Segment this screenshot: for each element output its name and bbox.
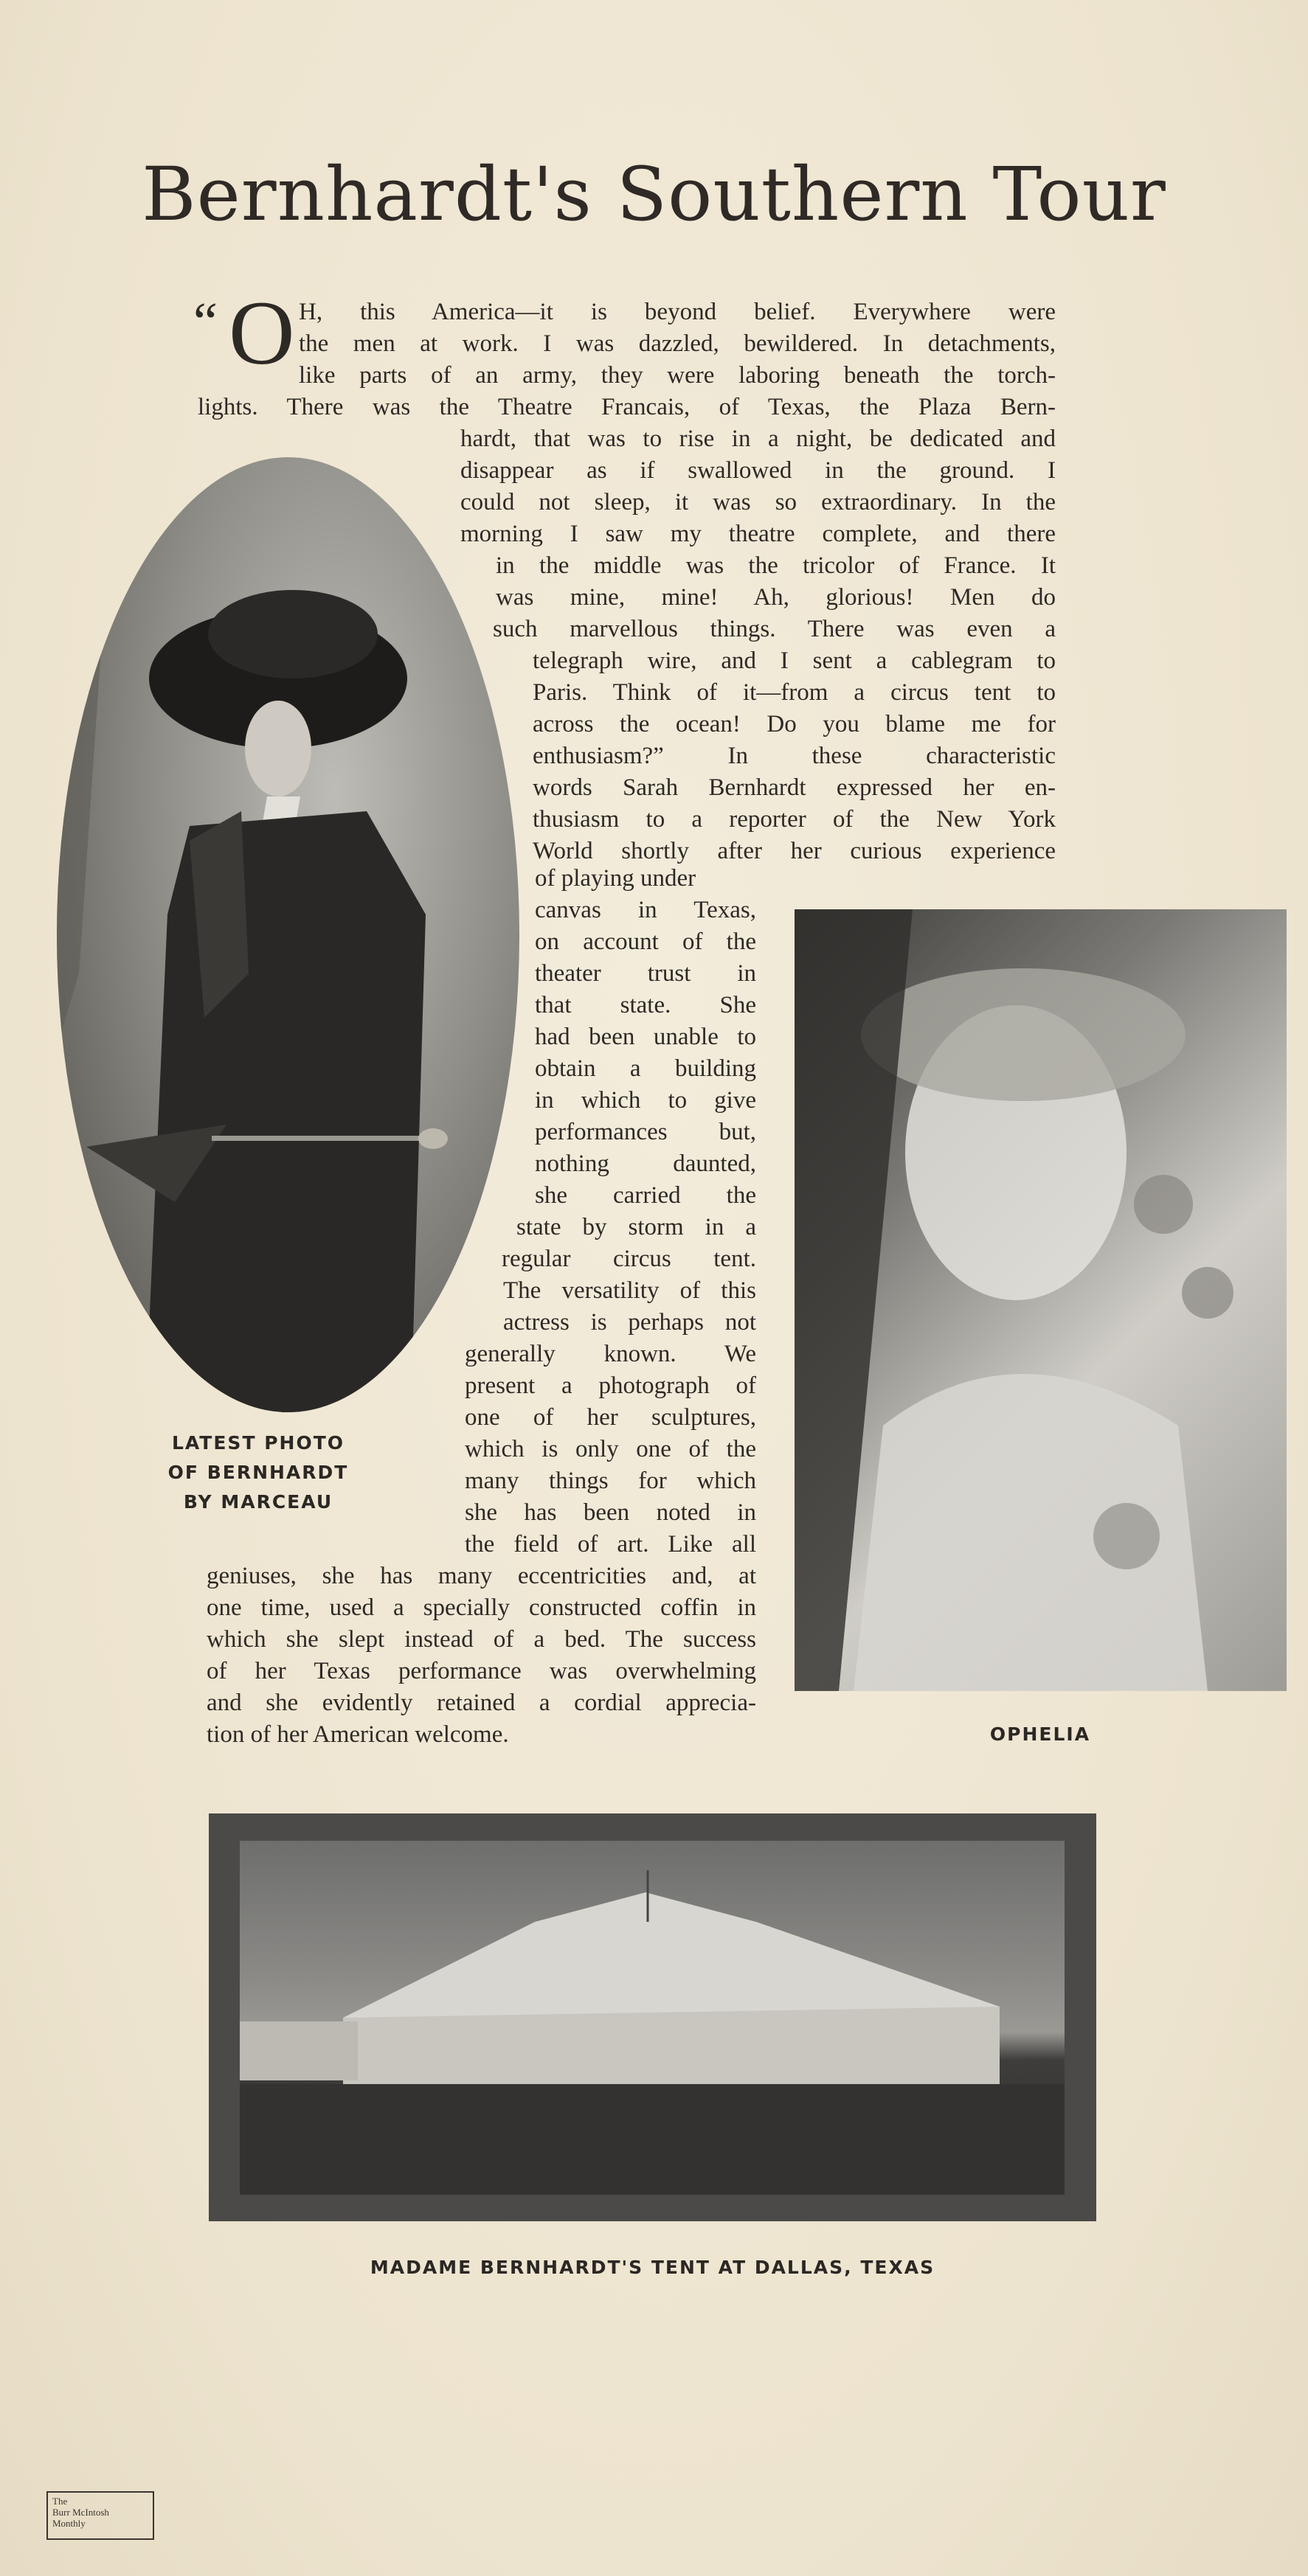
article-line: which is only one of the [465, 1436, 756, 1462]
portrait-caption-line: LATEST PHOTO [171, 1432, 345, 1454]
article-line: hardt, that was to rise in a night, be dedicated and [460, 426, 1056, 452]
portrait-figure-illustration [57, 457, 519, 1412]
article-line: state by storm in a [516, 1214, 756, 1240]
stamp-line: Monthly [52, 2518, 86, 2529]
article-line: one of her sculptures, [465, 1404, 756, 1431]
drop-cap: O [229, 282, 295, 383]
article-line: lights. There was the Theatre Francais, of Texas, the Plaza Bern- [198, 394, 1056, 420]
article-line: of playing under [535, 865, 696, 892]
article-line: regular circus tent. [502, 1246, 756, 1272]
article-line: she carried the [535, 1182, 756, 1209]
article-line: the field of art. Like all [465, 1531, 756, 1558]
stamp-line: The [52, 2496, 68, 2507]
ophelia-sculpture-photo [795, 909, 1287, 1691]
article-line: one time, used a specially constructed coffin in [207, 1594, 756, 1621]
article-line: thusiasm to a reporter of the New York [533, 806, 1056, 833]
article-line: in the middle was the tricolor of France. It [496, 552, 1056, 579]
article-line: words Sarah Bernhardt expressed her en- [533, 774, 1056, 801]
article-line: performances but, [535, 1119, 756, 1145]
sculpture-caption: OPHELIA [989, 1723, 1091, 1745]
article-line: Paris. Think of it—from a circus tent to [533, 679, 1056, 706]
article-line: present a photograph of [465, 1372, 756, 1399]
tent-caption: MADAME BERNHARDT'S TENT AT DALLAS, TEXAS [370, 2257, 935, 2278]
opening-quote-mark: “ [193, 292, 218, 353]
article-line: that state. She [535, 992, 756, 1018]
article-line: World shortly after her curious experience [533, 838, 1056, 864]
article-title: Bernhardt's Southern Tour [142, 151, 1166, 237]
portrait-caption-line: OF BERNHARDT [167, 1462, 349, 1483]
article-line: theater trust in [535, 960, 756, 987]
tent-photo-frame [209, 1813, 1096, 2221]
portrait-caption-line: BY MARCEAU [183, 1491, 333, 1513]
tent-photo [240, 1841, 1065, 2195]
article-line: had been unable to [535, 1024, 756, 1050]
article-line: canvas in Texas, [535, 897, 756, 923]
article-line: H, this America—it is beyond belief. Everywhere were [299, 299, 1056, 325]
article-line: obtain a building [535, 1055, 756, 1082]
article-line: geniuses, she has many eccentricities and, at [207, 1563, 756, 1589]
article-line: many things for which [465, 1468, 756, 1494]
article-line: of her Texas performance was overwhelming [207, 1658, 756, 1684]
article-line: actress is perhaps not [503, 1309, 756, 1336]
portrait-photo-bernhardt [57, 457, 519, 1412]
portrait-caption [148, 1428, 369, 1517]
article-line: enthusiasm?” In these characteristic [533, 743, 1056, 769]
article-line: generally known. We [465, 1341, 756, 1367]
article-line: and she evidently retained a cordial apprecia- [207, 1690, 756, 1716]
article-line: tion of her American welcome. [207, 1721, 509, 1748]
article-line: nothing daunted, [535, 1150, 756, 1177]
article-line: disappear as if swallowed in the ground. I [460, 457, 1056, 484]
article-line: like parts of an army, they were laboring beneath the torch- [299, 362, 1056, 389]
article-line: morning I saw my theatre complete, and there [460, 521, 1056, 547]
article-line: in which to give [535, 1087, 756, 1114]
stamp-line: Burr McIntosh [52, 2507, 109, 2518]
article-line: such marvellous things. There was even a [493, 616, 1056, 642]
article-line: The versatility of this [503, 1277, 756, 1304]
article-line: across the ocean! Do you blame me for [533, 711, 1056, 737]
article-line: could not sleep, it was so extraordinary. In the [460, 489, 1056, 515]
article-line: was mine, mine! Ah, glorious! Men do [496, 584, 1056, 611]
publisher-stamp [46, 2491, 154, 2540]
article-line: the men at work. I was dazzled, bewildered. In detachments, [299, 330, 1056, 357]
article-line: on account of the [535, 928, 756, 955]
sculpture-illustration [795, 909, 1287, 1691]
article-line: telegraph wire, and I sent a cablegram to [533, 648, 1056, 674]
article-line: which she slept instead of a bed. The success [207, 1626, 756, 1653]
article-line: she has been noted in [465, 1499, 756, 1526]
circus-tent-illustration [240, 1841, 1065, 2195]
